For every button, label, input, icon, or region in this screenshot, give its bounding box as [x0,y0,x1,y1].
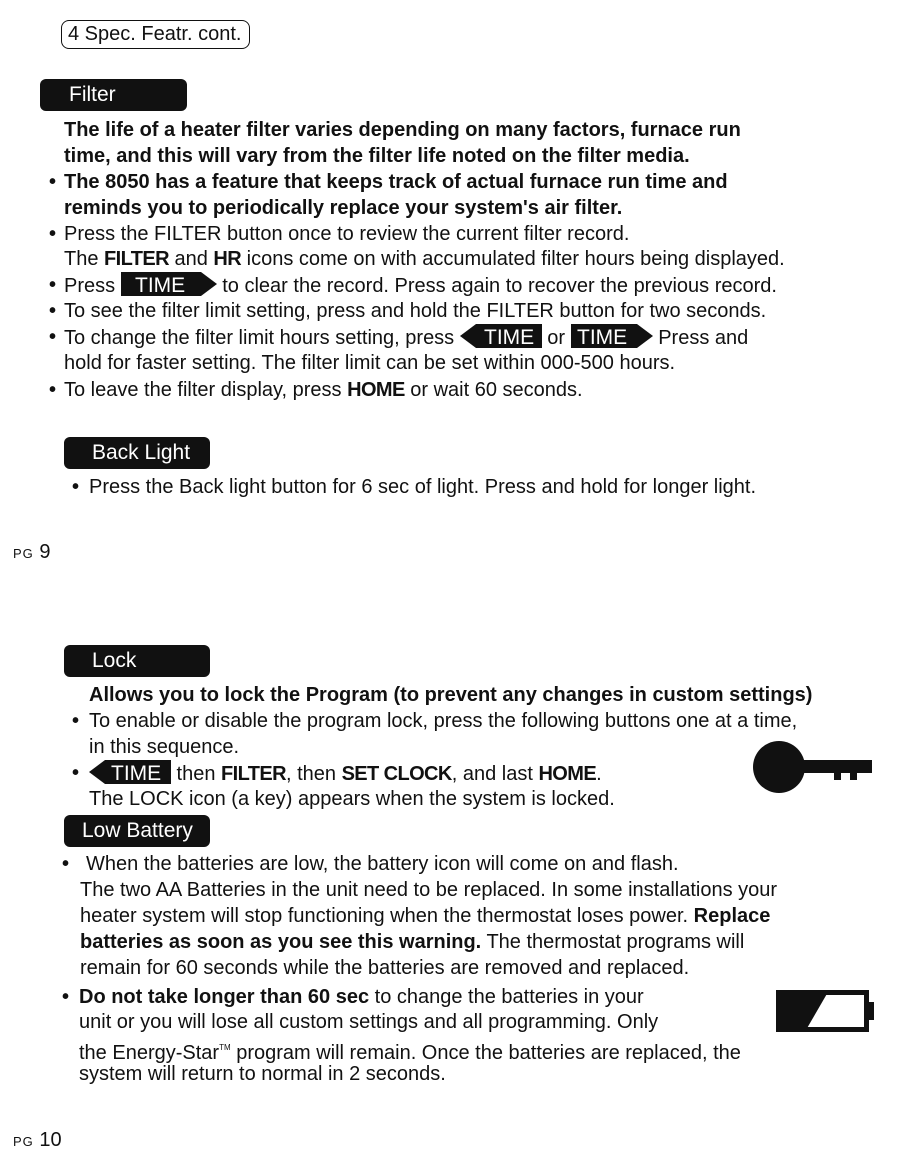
battery-low-line-3 [80,903,770,929]
text: The thermostat programs will [481,931,745,953]
filter-intro-line-2: time, and this will vary from the filter life noted on the filter media. [64,145,690,167]
filter-review-line-2 [64,246,785,272]
battery-low-line-2: The two AA Batteries in the unit need to be replaced. In some installations your [80,879,778,901]
time-up-button [571,324,653,348]
backlight-heading: Back Light [64,437,210,469]
time-label: TIME [111,762,162,784]
time-label: TIME [483,326,534,348]
page-prefix: PG [13,1134,34,1149]
text: To change the filter limit hours setting, press [64,327,460,349]
filter-feature-line-1: The 8050 has a feature that keeps track of actual furnace run time and [64,171,728,193]
filter-heading: Filter [40,79,187,111]
replace-emphasis: Replace [693,905,771,927]
battery-take-line-4: system will return to normal in 2 seconds. [79,1063,446,1085]
bullet: • [62,986,70,1008]
filter-feature-line-2: reminds you to periodically replace your system's air filter. [64,197,623,219]
text: Press and [652,327,749,349]
page-number-9 [13,540,50,566]
lock-sequence-line [89,760,602,787]
bullet: • [72,762,80,784]
time-label: TIME [134,274,185,296]
time-limit-emphasis: Do not take longer than 60 sec [79,986,370,1008]
time-label: TIME [576,326,627,348]
text: or [541,327,571,349]
text: and [168,248,214,270]
battery-low-line-4 [80,929,744,955]
text: . [596,763,602,785]
filter-keyword: FILTER [221,763,286,785]
bullet: • [72,710,80,732]
text: program will remain. Once the batteries are replaced, the [230,1042,741,1064]
bullet: • [49,300,57,322]
time-down-button [89,760,171,784]
page-number: 9 [39,541,51,563]
text: to clear the record. Press again to recover the previous record. [216,275,777,297]
bullet: • [49,379,57,401]
key-icon [752,740,874,794]
page-number: 10 [39,1129,62,1151]
battery-low-line-1: When the batteries are low, the battery icon will come on and flash. [86,853,679,875]
lock-intro: Allows you to lock the Program (to prevent any changes in custom settings) [89,684,813,706]
bullet: • [62,853,70,875]
filter-review-line-1: Press the FILTER button once to review the current filter record. [64,223,630,245]
set-clock-keyword: SET CLOCK [341,763,452,785]
filter-limit-see-line: To see the filter limit setting, press and hold the FILTER button for two seconds. [64,300,767,322]
text: the Energy-Star [79,1042,220,1064]
battery-take-line-2: unit or you will lose all custom settings and all programming. Only [79,1011,659,1033]
text: To leave the filter display, press [64,379,348,401]
filter-change-line-2: hold for faster setting. The filter limit can be set within 000-500 hours. [64,352,676,374]
text: heater system will stop functioning when the thermostat loses power. [80,905,694,927]
bullet: • [49,171,57,193]
bullet: • [49,326,57,348]
lock-enable-line-2: in this sequence. [89,736,240,758]
text: The [64,248,105,270]
text: , and last [451,763,539,785]
filter-keyword: FILTER [104,248,169,270]
lock-enable-line-1: To enable or disable the program lock, press the following buttons one at a time, [89,710,798,732]
time-up-button [121,272,217,296]
page-number-10 [13,1128,62,1154]
battery-icon [776,990,876,1032]
battery-take-line-1 [79,984,644,1010]
home-keyword: HOME [347,379,405,401]
bullet: • [49,223,57,245]
text: to change the batteries in your [369,986,644,1008]
filter-leave-line [64,377,583,403]
filter-intro-line-1: The life of a heater filter varies depending on many factors, furnace run [64,119,741,141]
hr-keyword: HR [213,248,242,270]
trademark: TM [219,1043,231,1052]
time-down-button [460,324,542,348]
battery-low-line-5: remain for 60 seconds while the batteries are removed and replaced. [80,957,690,979]
bullet: • [49,274,57,296]
filter-clear-line [64,272,777,299]
warning-emphasis: batteries as soon as you see this warning. [80,931,482,953]
text: , then [285,763,342,785]
text: icons come on with accumulated filter hours being displayed. [241,248,785,270]
text: then [171,763,222,785]
text: Press [64,275,121,297]
low-battery-heading: Low Battery [64,815,210,847]
home-keyword: HOME [538,763,597,785]
section-tag: 4 Spec. Featr. cont. [61,20,250,49]
text: or wait 60 seconds. [404,379,583,401]
lock-heading: Lock [64,645,210,677]
backlight-text: Press the Back light button for 6 sec of light. Press and hold for longer light. [89,476,757,498]
page-prefix: PG [13,546,34,561]
filter-change-line-1 [64,324,748,351]
bullet: • [72,476,80,498]
lock-icon-note: The LOCK icon (a key) appears when the system is locked. [89,788,615,810]
